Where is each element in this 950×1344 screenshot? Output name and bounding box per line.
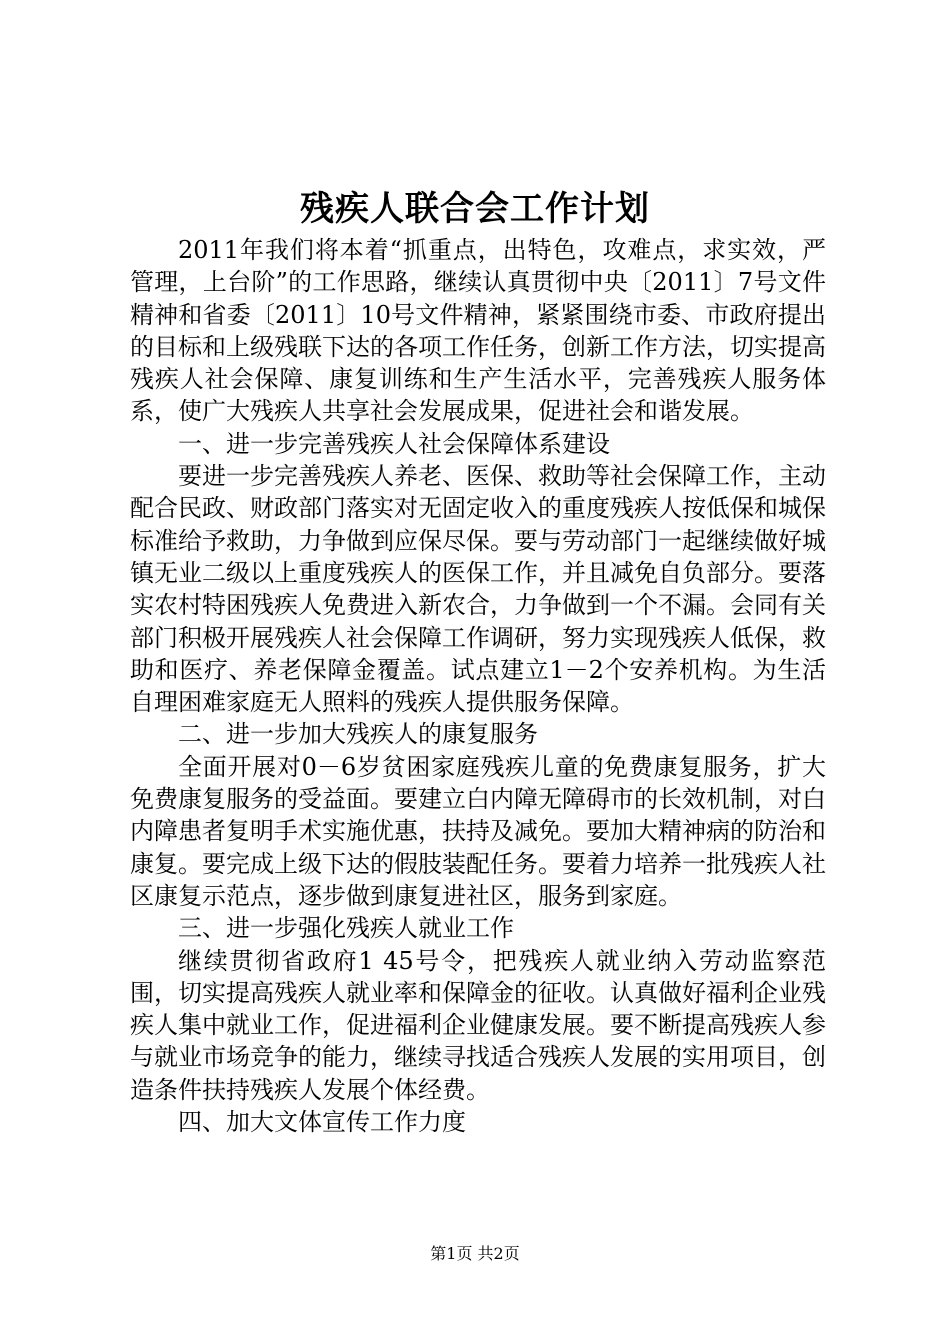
section-paragraph-2: 全面开展对0－6岁贫困家庭残疾儿童的免费康复服务，扩大免费康复服务的受益面。要建立白内障无障碍市的长效机制，对白内障患者复明手术实施优惠，扶持及减免。要加大精神病的防治和康复。要完成上级下达的假肢装配任务。要着力培养一批残疾人社区康复示范点，逐步做到康复进社区，服务到家庭。 <box>130 752 826 910</box>
section-heading-2: 二、进一步加大残疾人的康复服务 <box>178 720 538 749</box>
page-indicator: 第1页 共2页 <box>430 1244 520 1263</box>
intro-paragraph: 2011年我们将本着“抓重点，出特色，攻难点，求实效，严管理，上台阶”的工作思路，继续认真贯彻中央〔2011〕7号文件精神和省委〔2011〕10号文件精神，紧紧围绕市委、市政府提出的目标和上级残联下达的各项工作任务，创新工作方法，切实提高残疾人社会保障、康复训练和生产生活水平，完善残疾人服务体系，使广大残疾人共享社会发展成果，促进社会和谐发展。 <box>130 236 826 426</box>
section-heading-1: 一、进一步完善残疾人社会保障体系建设 <box>178 429 610 458</box>
section-heading-3: 三、进一步强化残疾人就业工作 <box>178 914 514 943</box>
section-heading-4: 四、加大文体宣传工作力度 <box>178 1108 466 1137</box>
section-paragraph-1: 要进一步完善残疾人养老、医保、救助等社会保障工作，主动配合民政、财政部门落实对无固定收入的重度残疾人按低保和城保标准给予救助，力争做到应保尽保。要与劳动部门一起继续做好城镇无业二级以上重度残疾人的医保工作，并且减免自负部分。要落实农村特困残疾人免费进入新农合，力争做到一个不漏。会同有关部门积极开展残疾人社会保障工作调研，努力实现残疾人低保，救助和医疗、养老保障金覆盖。试点建立1－2个安养机构。为生活自理困难家庭无人照料的残疾人提供服务保障。 <box>130 462 826 717</box>
section-paragraph-3: 继续贯彻省政府1 45号令，把残疾人就业纳入劳动监察范围，切实提高残疾人就业率和保障金的征收。认真做好福利企业残疾人集中就业工作，促进福利企业健康发展。要不断提高残疾人参与就业市场竞争的能力，继续寻找适合残疾人发展的实用项目，创造条件扶持残疾人发展个体经费。 <box>130 946 826 1104</box>
document-title: 残疾人联合会工作计划 <box>300 189 650 229</box>
document-body <box>130 234 826 1138</box>
